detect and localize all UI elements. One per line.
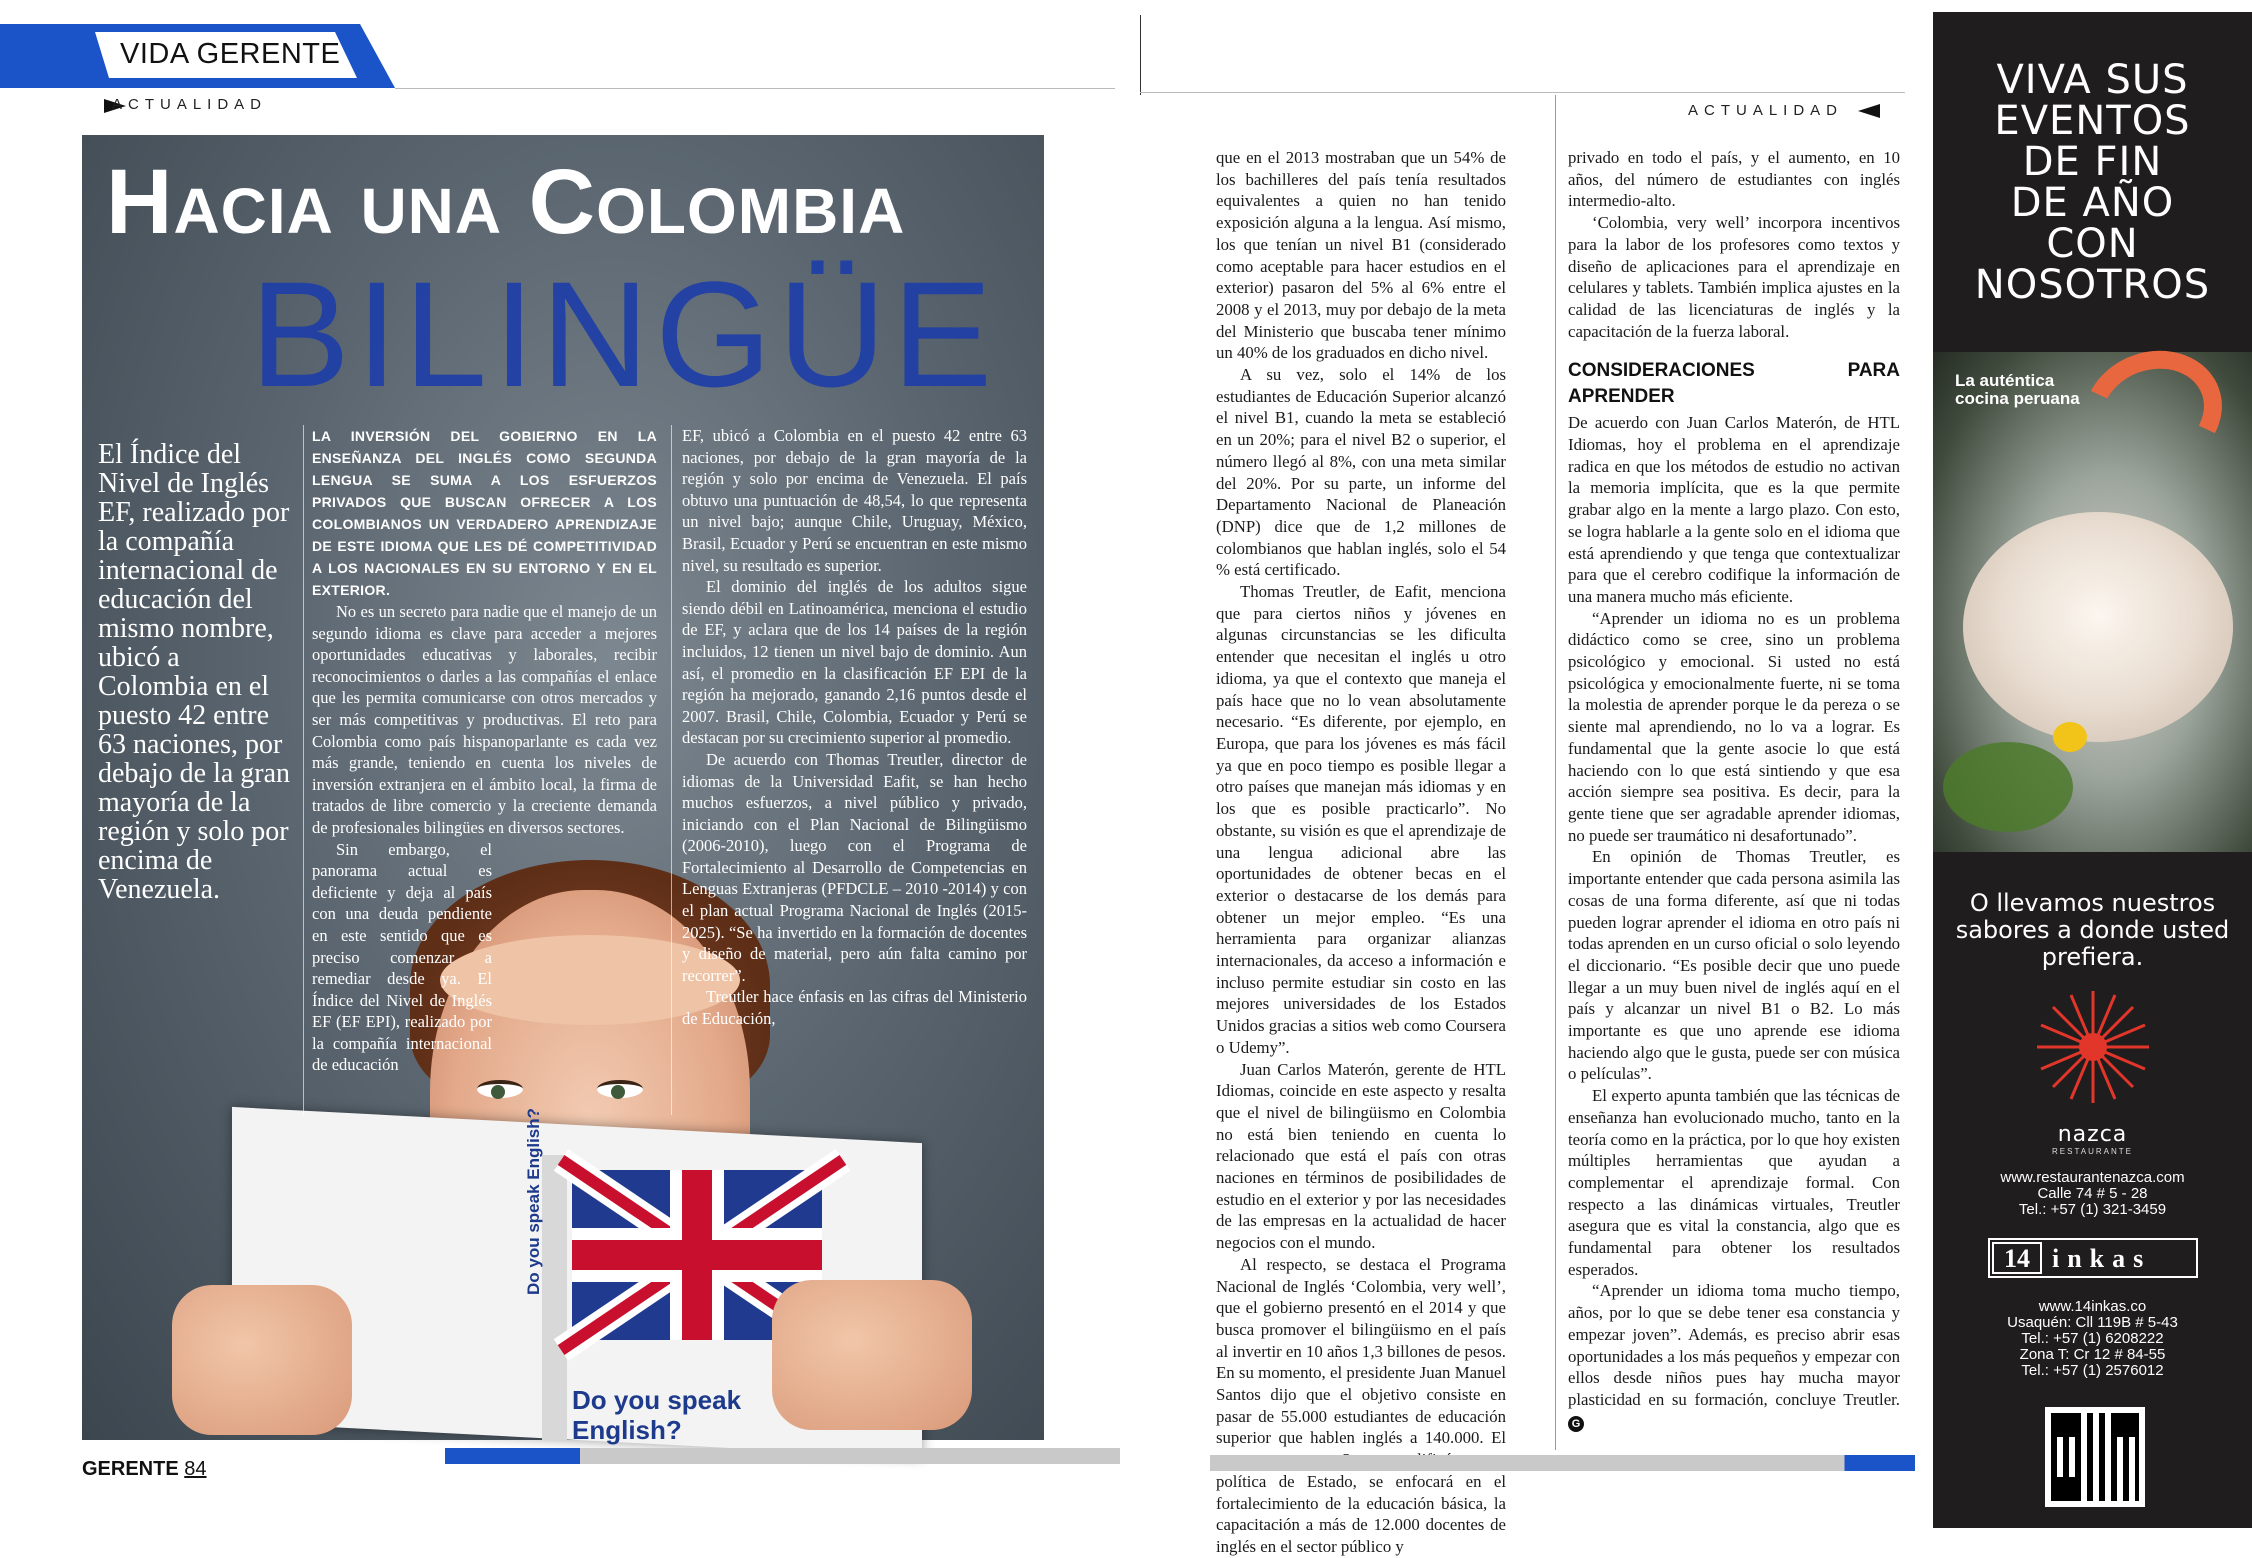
ad-tagline: O llevamos nuestros sabores a donde usted prefiera.: [1955, 889, 2230, 971]
body-column-3: [1216, 147, 1506, 1558]
footer-bar: [1210, 1455, 1915, 1471]
folio-name: GERENTE: [82, 1458, 179, 1480]
body-column-2: [682, 425, 1027, 1030]
inkas-logo-number: 14: [1992, 1242, 2042, 1274]
eye-icon: [597, 1080, 643, 1098]
ad-photo-label: La auténtica cocina peruana: [1955, 371, 2080, 408]
body-paragraph: Al respecto, se destaca el Programa Nacional de Inglés ‘Colombia, very well’, que el gobierno presentó en el 2014 y que busca promover el bilingüismo en el país al invertir en 10 años 1,3 billones de pesos. En su momento, el presidente Juan Manuel Santos dijo que el objetivo consiste en pasar de 55.000 estudiantes de educación superior que hablen inglés a 140.000. El política de Estado, se enfocará en el fortalecimiento de la educación básica, la capacitación a más de 12.000 docentes de inglés en el sector público y: [1216, 1254, 1506, 1556]
closing-paragraph-text: “Aprender un idioma toma mucho tiempo, años, por lo que se debe tener esa constancia y empezar joven”. Además, es preciso abrir esas oportunidades a los más pequeños y empezar con ellos desde niños pues hay mucha mayor plasticidad en su formación, concluye Treutler.: [1568, 1281, 1900, 1409]
body-paragraph: “Aprender un idioma no es un problema didáctico como se cree, sino un problema psicológico y emocional. Si usted no está psicológica y emocionalmente fuerte, ni se toma la molestia de aprender porque le da pereza o se siente mal aprendiendo, no lo va a lograr. Es fundamental que la gente asocie lo que está haciendo con lo que está sintiendo y que esa acción siempre sea positiva. Es decir, para la gente tiene que ser agradable aprender idiomas, no puede ser traumático ni desafortunado”.: [1568, 608, 1900, 845]
plate: [1963, 512, 2233, 742]
footer-bar: [445, 1448, 1120, 1464]
arrow-icon: [1858, 104, 1880, 118]
body-paragraph: El experto apunta también que las técnicas de enseñanza han evolucionado mucho, tanto en la teoría como en la práctica, por lo que hoy existen múltiples herramientas que ayudan a complementar el aprendizaje formal. Con respecto a las dinámicas virtuales, Treutler asegura que es vital la constancia, algo que es fundamental para obtener los resultados esperados.: [1568, 1086, 1900, 1279]
article-title: Hacia una Colombia: [106, 151, 906, 253]
inkas-phone-1: Tel.: +57 (1) 6208222: [2021, 1330, 2164, 1347]
body-column-4: [1568, 147, 1900, 1432]
body-paragraph: No es un secreto para nadie que el manejo de un segundo idioma es clave para acceder a mejores oportunidades educativas y laborales, recibir reconocimientos o darles a las compañías el enlace que les permita comunicarse con otros mercados y ser más competitivas y productivas. El reto para Colombia como país hispanoparlante es cada vez más grande, teniendo en cuenta los niveles de inversión extranjera en el ámbito local, la firma de tratados de libre comercio y la creciente demanda de profesionales bilingües en diversos sectores.: [312, 602, 657, 837]
body-paragraph: Sin embargo, el panorama actual es deficiente y deja al país con una deuda pendiente en este sentido que es preciso comenzar a remediar desde ya. El Índice del Nivel de Inglés EF (EF EPI), realizado por la compañía internacional de educación: [312, 839, 492, 1075]
nazca-sun-icon: [2033, 987, 2153, 1107]
ad-headline-line: NOSOTROS: [1974, 262, 2211, 308]
lead-paragraph: El Índice del Nivel de Inglés EF, realizado por la compañía internacional de educación del mismo nombre, ubicó a Colombia en el puesto 42 entre 63 naciones, por debajo de la gran mayoría de la región y solo por encima de Venezuela.: [98, 439, 291, 905]
book-spine-text: Do you speak English?: [524, 1107, 543, 1295]
body-column-1: [312, 425, 657, 1076]
body-paragraph: En opinión de Thomas Treutler, es importante entender que cada persona asimila las cosas de una forma diferente, así que ni todas pueden lograr aprender el idioma en otro país ni todas aprenden en un curso oficial o solo leyendo el diccionario. “Es posible decir que uno puede llegar a un muy buen nivel de inglés aquí en el país y alcanzar un nivel B1 o B2. Lo más importante es que uno aprende ese idioma haciendo algo que le gusta, puede ser con música o películas”.: [1568, 847, 1900, 1084]
eye-icon: [477, 1080, 523, 1098]
qr-code-icon: [2045, 1407, 2145, 1507]
inkas-website: www.14inkas.co: [2038, 1298, 2147, 1315]
inkas-phone-2: Tel.: +57 (1) 2576012: [2021, 1362, 2164, 1379]
column-rule: [1555, 95, 1556, 1450]
book-cover-line1: Do you speak: [572, 1385, 742, 1415]
header-rule: [1140, 92, 1905, 93]
page-number: 84: [184, 1458, 207, 1480]
right-hand: [772, 1280, 972, 1430]
nazca-phone: Tel.: +57 (1) 321-3459: [2018, 1201, 2167, 1218]
ad-headline-line: EVENTOS: [1994, 98, 2191, 144]
book-cover-text: [572, 1385, 741, 1445]
body-paragraph: Juan Carlos Materón, gerente de HTL Idiomas, coincide en este aspecto y resalta que el nivel de bilingüismo en Colombia no está bien teniendo en cuenta lo relacionado que está el país con otras naciones en términos de posibilidades de estudio en el exterior y por las necesidades de las empresas en la actualidad de hacer negocios con el mundo.: [1216, 1059, 1506, 1253]
section-tab-label: VIDA GERENTE: [120, 38, 341, 70]
body-paragraph: que en el 2013 mostraban que un 54% de los bachilleres del país tenía resultados equivalentes a quien no han tenido exposición alguna a la lengua. Así mismo, los que tenían un nivel B1 (considerado como aceptable para hacer estudios en el exterior) pasaron del 5% al 6% entre el 2008 y el 2013, muy por debajo de la meta del Ministerio que buscaba tener mínimo un 40% de los graduados en dicho nivel.: [1216, 148, 1506, 363]
ad-headline-line: DE FIN: [2022, 139, 2163, 185]
header-rule: [395, 88, 1115, 89]
left-hand: [172, 1285, 352, 1435]
nazca-website: www.restaurantenazca.com: [2000, 1169, 2185, 1186]
column-rule: [671, 425, 672, 1115]
body-paragraph: Treutler hace énfasis en las cifras del Ministerio de Educación,: [682, 987, 1027, 1029]
ad-headline-line: CON: [2046, 221, 2139, 267]
shrimp: [2067, 332, 2240, 493]
advertisement: [1933, 12, 2252, 1528]
top-edge-rule: [1140, 15, 1141, 95]
herb: [1943, 742, 2073, 832]
inkas-address-2: Zona T: Cr 12 # 84-55: [2019, 1346, 2166, 1363]
nazca-address: Calle 74 # 5 - 28: [2037, 1185, 2148, 1202]
ad-headline-line: VIVA SUS: [1996, 57, 2189, 103]
subheading: CONSIDERACIONES PARA APRENDER: [1568, 360, 1900, 408]
ceviche-photo: [1933, 352, 2252, 852]
inkas-logo-word: inkas: [2052, 1244, 2152, 1273]
end-mark-icon: G: [1568, 1416, 1584, 1432]
body-paragraph: EF, ubicó a Colombia en el puesto 42 entre 63 naciones, por debajo de la gran mayoría de la región y solo por encima de Venezuela. El país obtuvo una puntuación de 48,54, lo que representa un nivel bajo; aunque Chile, Uruguay, México, Brasil, Ecuador y Perú se encuentran en este mismo nivel, su resultado es superior.: [682, 426, 1027, 575]
book-cover-line2: English?: [572, 1415, 682, 1445]
section-label: ACTUALIDAD: [1688, 102, 1844, 119]
body-paragraph: De acuerdo con Thomas Treutler, director de idiomas de la Universidad Eafit, se han hecho muchos esfuerzos, a nivel público y privado, iniciando con el Plan Nacional de Bilingüismo (2006-2010), luego con el Programa de Fortalecimiento al Desarrollo de Competencias en Lenguas Extranjeras (PFDCLE – 2010 -2014) y con el plan actual Programa Nacional de Inglés (2015-2025). “Se ha invertido en la formación de docentes y diseño de material, pero aún falta camino por recorrer”.: [682, 749, 1027, 985]
body-paragraph: [1568, 1280, 1900, 1432]
page-folio: [82, 1458, 207, 1481]
nazca-logo-text: nazca: [2057, 1122, 2128, 1147]
column-rule: [303, 425, 304, 1115]
body-paragraph: Thomas Treutler, de Eafit, menciona que para ciertos niños y jóvenes en algunas circunstancias se les dificulta entender que necesitan el inglés u otro idioma, ya que el contexto que maneja el país hace que no lo vean absolutamente necesario. “Es diferente, por ejemplo, en Europa, que para los jóvenes es más fácil ya que en poco tiempo es posible llegar a otro países que manejan más idiomas y en los que es posible practicarlo”. No obstante, su visión es que el aprendizaje de una lengua adicional abre las oportunidades de obtener becas en el exterior o destacarse de los demás para obtener un mejor empleo. “Es una herramienta para organizar alianzas internacionales, da acceso a información e incluso permite estudiar sin costo en las mejores universidades de los Estados Unidos gracias a sitios web como Coursera o Udemy”.: [1216, 582, 1506, 1057]
nazca-logo-subtitle: RESTAURANTE: [2052, 1147, 2133, 1156]
article-title-accent: BILINGÜE: [250, 250, 999, 418]
ad-headline: [1933, 57, 2252, 308]
body-paragraph: De acuerdo con Juan Carlos Materón, de HTL Idiomas, hoy el problema en el aprendizaje radica en que los métodos de estudio no activan la memoria implícita, que es la que permite grabar algo en la mente a largo plazo. Con esto, se logra hablarle a la gente solo en el idioma que está aprendiendo y que tenga que contextualizar para que el cerebro codifique la información de una manera mucho más eficiente.: [1568, 413, 1900, 606]
corn-kernel: [2053, 722, 2087, 752]
body-paragraph: El dominio del inglés de los adultos sigue siendo débil en Latinoamérica, menciona el estudio de EF, y aclara que de los 14 países de la región incluidos, 12 tienen un nivel bajo de dominio. Aun así, el promedio en la clasificación EF EPI de la región ha mejorado, ganando 2,16 puntos desde el 2007. Brasil, Chile, Colombia, Ecuador y Perú se destacan por su crecimiento superior al promedio.: [682, 577, 1027, 748]
section-label: ACTUALIDAD: [112, 96, 268, 113]
body-paragraph: A su vez, solo el 14% de los estudiantes de Educación Superior alcanzó el nivel B1, cuando la meta se estableció en un 20%; para el nivel B2 o superior, el número llegó al 8%, con una meta similar del 20%. Por su parte, un informe del Departamento Nacional de Planeación (DNP) dice que de 1,2 millones de colombianos que hablan inglés, solo el 54 % está certificado.: [1216, 365, 1506, 580]
body-paragraph: privado en todo el país, y el aumento, en 10 años, del número de estudiantes con inglés intermedio-alto.: [1568, 148, 1900, 211]
ad-headline-line: DE AÑO: [2010, 180, 2175, 226]
book-spine: [542, 1155, 567, 1440]
body-paragraph: ‘Colombia, very well’ incorpora incentivos para la labor de los profesores como textos y diseño de aplicaciones para el aprendizaje en celulares y tablets. También implica ajustes en la calidad de las licenciaturas de inglés y la capacitación de la fuerza laboral.: [1568, 213, 1900, 341]
kicker-paragraph: LA INVERSIÓN DEL GOBIERNO EN LA ENSEÑANZA DEL INGLÉS COMO SEGUNDA LENGUA SE SUMA A LOS ESFUERZOS PRIVADOS QUE BUSCAN OFRECER A LOS COLOMBIANOS UN VERDADERO APRENDIZAJE DE ESTE IDIOMA QUE LES DÉ COMPETITIVIDAD A LOS NACIONALES EN SU ENTORNO Y EN EL EXTERIOR.: [312, 428, 657, 598]
inkas-address-1: Usaquén: Cll 119B # 5-43: [2007, 1314, 2178, 1331]
inkas-logo: [1988, 1238, 2198, 1278]
